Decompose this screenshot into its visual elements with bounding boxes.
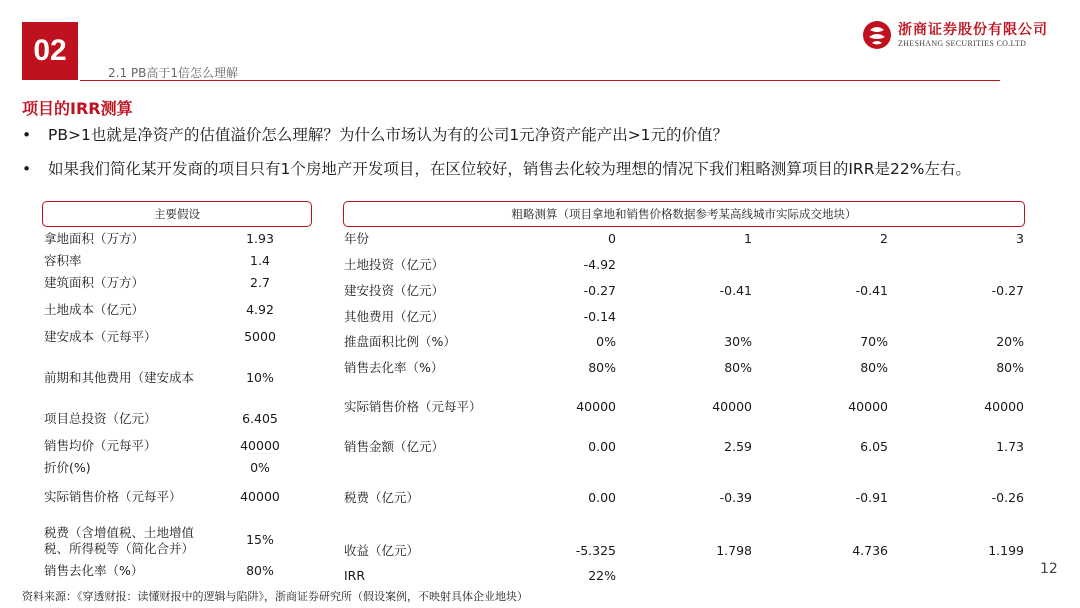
assumption-label: 实际销售价格（元每平）	[44, 489, 182, 504]
estimate-cell: 1.199	[988, 543, 1024, 558]
assumption-label: 税费（含增值税、土地增值	[44, 525, 195, 540]
estimate-row-label: 建安投资（亿元）	[344, 283, 445, 298]
estimate-cell: 80%	[996, 360, 1024, 375]
assumption-value: 6.405	[242, 411, 278, 426]
irr-value: 22%	[588, 568, 616, 583]
estimate-cell: 80%	[860, 360, 888, 375]
estimate-title: 粗略测算（项目拿地和销售价格数据参考某高线城市实际成交地块）	[343, 201, 1025, 227]
year-label: 年份	[344, 231, 370, 246]
assumption-label: 建安成本（元每平）	[44, 329, 157, 344]
assumption-value: 1.4	[250, 253, 270, 268]
assumption-label: 建筑面积（万方）	[44, 275, 145, 290]
estimate-cell: -0.91	[855, 490, 888, 505]
assumption-label: 拿地面积（万方）	[44, 231, 145, 246]
zheshang-logo-icon	[862, 20, 892, 50]
estimate-cell: 6.05	[860, 439, 888, 454]
estimate-cell: 80%	[724, 360, 752, 375]
estimate-cell: -0.27	[991, 283, 1024, 298]
assumption-label-line2: 税、所得税等（简化合并）	[44, 541, 195, 556]
assumption-value: 15%	[246, 532, 274, 547]
estimate-row-label: 销售去化率（%）	[344, 360, 444, 375]
estimate-cell: 40000	[712, 399, 752, 414]
source-footnote: 资料来源：《穿透财报：读懂财报中的逻辑与陷阱》，浙商证券研究所（假设案例，不映射具体企业地块）	[22, 590, 528, 603]
estimate-cell: -0.41	[719, 283, 752, 298]
estimate-cell: 40000	[848, 399, 888, 414]
page-number: 12	[1040, 561, 1058, 577]
assumption-value: 0%	[250, 460, 270, 475]
year-header: 0	[608, 231, 616, 246]
page-heading: 项目的IRR测算	[22, 99, 133, 118]
estimate-row-label: 销售金额（亿元）	[344, 439, 445, 454]
estimate-row-label: 税费（亿元）	[344, 490, 420, 505]
year-header: 2	[880, 231, 888, 246]
assumption-value: 10%	[246, 370, 274, 385]
estimate-cell: 0%	[596, 334, 616, 349]
irr-label: IRR	[344, 568, 366, 583]
assumptions-title: 主要假设	[42, 201, 312, 227]
estimate-cell: -4.92	[583, 257, 616, 272]
assumption-label: 前期和其他费用（建安成本	[44, 370, 195, 385]
assumption-label: 土地成本（亿元）	[44, 302, 145, 317]
estimate-cell: -0.27	[583, 283, 616, 298]
assumption-label: 销售去化率（%）	[44, 563, 144, 578]
estimate-row-label: 收益（亿元）	[344, 543, 420, 558]
assumption-value: 5000	[244, 329, 276, 344]
estimate-cell: 30%	[724, 334, 752, 349]
assumption-value: 80%	[246, 563, 274, 578]
logo-name-en: ZHESHANG SECURITIES CO.LTD	[898, 38, 1027, 48]
year-header: 1	[744, 231, 752, 246]
estimate-cell: 40000	[984, 399, 1024, 414]
assumption-label: 容积率	[44, 253, 82, 268]
section-number-badge: 02	[22, 22, 78, 80]
assumption-label: 项目总投资（亿元）	[44, 411, 157, 426]
estimate-cell: 4.736	[852, 543, 888, 558]
estimate-cell: 1.798	[716, 543, 752, 558]
estimate-cell: 0.00	[588, 490, 616, 505]
estimate-cell: 0.00	[588, 439, 616, 454]
assumption-label: 销售均价（元每平）	[44, 438, 157, 453]
assumption-label: 折价(%)	[44, 460, 91, 475]
company-logo	[862, 18, 1048, 52]
year-header: 3	[1016, 231, 1024, 246]
estimate-row-label: 实际销售价格（元每平）	[344, 399, 482, 414]
assumption-value: 40000	[240, 438, 280, 453]
assumption-value: 1.93	[246, 231, 274, 246]
estimate-cell: 2.59	[724, 439, 752, 454]
assumption-value: 2.7	[250, 275, 270, 290]
estimate-cell: 1.73	[996, 439, 1024, 454]
estimate-row-label: 其他费用（亿元）	[344, 309, 445, 324]
estimate-cell: -0.41	[855, 283, 888, 298]
bullet-dot-icon: •	[22, 126, 32, 144]
estimate-cell: 20%	[996, 334, 1024, 349]
estimate-cell: 40000	[576, 399, 616, 414]
assumption-value: 4.92	[246, 302, 274, 317]
estimate-cell: 70%	[860, 334, 888, 349]
estimate-cell: -0.26	[991, 490, 1024, 505]
estimate-cell: -0.14	[583, 309, 616, 324]
assumption-value: 40000	[240, 489, 280, 504]
bullet-dot-icon: •	[22, 160, 32, 178]
estimate-row-label: 推盘面积比例（%）	[344, 334, 456, 349]
estimate-cell: -0.39	[719, 490, 752, 505]
estimate-cell: -5.325	[575, 543, 616, 558]
section-title: 2.1 PB高于1倍怎么理解	[108, 66, 239, 80]
logo-name-cn: 浙商证券股份有限公司	[898, 21, 1048, 38]
bullet-text: PB>1也就是净资产的估值溢价怎么理解？为什么市场认为有的公司1元净资产能产出>1元的价值？	[48, 126, 729, 144]
estimate-row-label: 土地投资（亿元）	[344, 257, 445, 272]
estimate-cell: 80%	[588, 360, 616, 375]
bullet-text: 如果我们简化某开发商的项目只有1个房地产开发项目，在区位较好，销售去化较为理想的情况下我们粗略测算项目的IRR是22%左右。	[48, 160, 971, 178]
